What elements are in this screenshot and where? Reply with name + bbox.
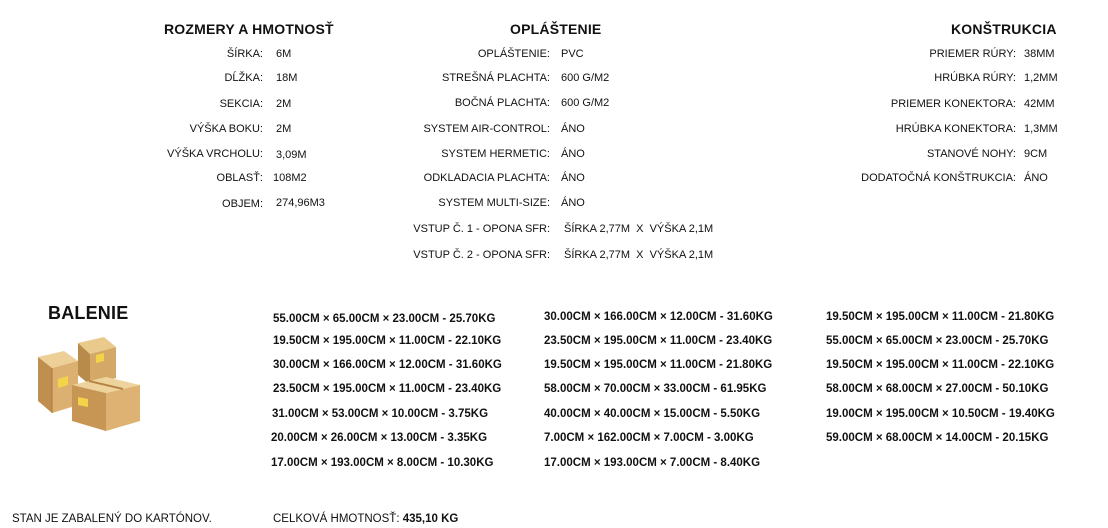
constr-label: DODATOČNÁ KONŠTRUKCIA: bbox=[861, 172, 1016, 184]
total-weight-value: 435,10 KG bbox=[402, 513, 459, 525]
package-item: 23.50CM × 195.00CM × 11.00CM - 23.40KG bbox=[544, 335, 773, 347]
cover-label: BOČNÁ PLACHTA: bbox=[454, 97, 550, 109]
cardboard-boxes-icon bbox=[36, 333, 146, 433]
cover-value: ÁNO bbox=[561, 197, 585, 209]
constr-value: 1,3MM bbox=[1024, 123, 1058, 135]
cover-value: ŠÍRKA 2,77M X VÝŠKA 2,1M bbox=[564, 249, 714, 261]
package-item: 58.00CM × 70.00CM × 33.00CM - 61.95KG bbox=[544, 383, 767, 395]
cover-label: STREŠNÁ PLACHTA: bbox=[442, 72, 550, 84]
cover-title: OPLÁŠTENIE bbox=[510, 21, 602, 37]
dim-label: VÝŠKA BOKU: bbox=[189, 123, 263, 135]
dim-value: 108M2 bbox=[273, 172, 307, 184]
cover-label: ODKLADACIA PLACHTA: bbox=[423, 172, 550, 184]
package-item: 19.50CM × 195.00CM × 11.00CM - 22.10KG bbox=[273, 335, 502, 347]
constr-label: HRÚBKA RÚRY: bbox=[934, 72, 1016, 84]
dim-value: 6M bbox=[276, 48, 292, 60]
constr-value: 1,2MM bbox=[1024, 72, 1058, 84]
total-weight bbox=[273, 513, 458, 525]
cover-value: ÁNO bbox=[561, 148, 585, 160]
package-item: 55.00CM × 65.00CM × 23.00CM - 25.70KG bbox=[273, 313, 496, 325]
package-item: 31.00CM × 53.00CM × 10.00CM - 3.75KG bbox=[272, 408, 489, 420]
constr-value: ÁNO bbox=[1024, 172, 1048, 184]
package-item: 55.00CM × 65.00CM × 23.00CM - 25.70KG bbox=[826, 335, 1049, 347]
dim-label: OBLASŤ: bbox=[216, 172, 263, 184]
cover-label: SYSTEM MULTI-SIZE: bbox=[438, 197, 550, 209]
constr-label: STANOVÉ NOHY: bbox=[926, 148, 1016, 160]
cover-label: OPLÁŠTENIE: bbox=[477, 48, 550, 60]
package-item: 17.00CM × 193.00CM × 8.00CM - 10.30KG bbox=[271, 457, 494, 469]
packaging-title: BALENIE bbox=[48, 303, 129, 323]
package-item: 30.00CM × 166.00CM × 12.00CM - 31.60KG bbox=[273, 359, 502, 371]
cover-label: SYSTEM AIR-CONTROL: bbox=[423, 123, 550, 135]
cover-label: SYSTEM HERMETIC: bbox=[441, 148, 550, 160]
constr-label: PRIEMER RÚRY: bbox=[929, 48, 1016, 60]
cover-label: VSTUP Č. 2 - OPONA SFR: bbox=[413, 249, 550, 261]
constr-label: PRIEMER KONEKTORA: bbox=[890, 98, 1016, 110]
package-item: 58.00CM × 68.00CM × 27.00CM - 50.10KG bbox=[826, 383, 1049, 395]
package-item: 20.00CM × 26.00CM × 13.00CM - 3.35KG bbox=[271, 432, 488, 444]
dim-value: 3,09M bbox=[276, 149, 307, 161]
dim-value: 2M bbox=[276, 123, 292, 135]
construction-title: KONŠTRUKCIA bbox=[951, 21, 1057, 37]
cover-value: 600 G/M2 bbox=[561, 72, 610, 84]
package-item: 59.00CM × 68.00CM × 14.00CM - 20.15KG bbox=[826, 432, 1049, 444]
package-item: 40.00CM × 40.00CM × 15.00CM - 5.50KG bbox=[544, 408, 761, 420]
dim-label: SEKCIA: bbox=[219, 98, 263, 110]
dim-label: OBJEM: bbox=[222, 198, 263, 210]
dimensions-title: ROZMERY A HMOTNOSŤ bbox=[164, 21, 334, 37]
packaging-note: STAN JE ZABALENÝ DO KARTÓNOV. bbox=[12, 513, 212, 525]
dim-label: DĹŽKA: bbox=[224, 72, 263, 84]
boxes-image bbox=[36, 333, 146, 433]
constr-value: 9CM bbox=[1024, 148, 1048, 160]
cover-value: ŠÍRKA 2,77M X VÝŠKA 2,1M bbox=[564, 223, 714, 235]
package-item: 23.50CM × 195.00CM × 11.00CM - 23.40KG bbox=[273, 383, 502, 395]
total-weight-label: CELKOVÁ HMOTNOSŤ: bbox=[273, 513, 400, 525]
dim-value: 274,96M3 bbox=[276, 197, 325, 209]
package-item: 19.50CM × 195.00CM × 11.00CM - 22.10KG bbox=[826, 359, 1055, 371]
package-item: 19.50CM × 195.00CM × 11.00CM - 21.80KG bbox=[826, 311, 1055, 323]
cover-value: ÁNO bbox=[561, 123, 585, 135]
cover-value: ÁNO bbox=[561, 172, 585, 184]
package-item: 7.00CM × 162.00CM × 7.00CM - 3.00KG bbox=[544, 432, 754, 444]
constr-label: HRÚBKA KONEKTORA: bbox=[895, 123, 1016, 135]
dim-value: 2M bbox=[276, 98, 292, 110]
package-item: 19.00CM × 195.00CM × 10.50CM - 19.40KG bbox=[826, 408, 1055, 420]
package-item: 30.00CM × 166.00CM × 12.00CM - 31.60KG bbox=[544, 311, 773, 323]
constr-value: 42MM bbox=[1024, 98, 1055, 110]
constr-value: 38MM bbox=[1024, 48, 1055, 60]
cover-label: VSTUP Č. 1 - OPONA SFR: bbox=[413, 223, 550, 235]
cover-value: PVC bbox=[561, 48, 584, 60]
dim-label: VÝŠKA VRCHOLU: bbox=[167, 148, 263, 160]
cover-value: 600 G/M2 bbox=[561, 97, 610, 109]
package-item: 17.00CM × 193.00CM × 7.00CM - 8.40KG bbox=[544, 457, 761, 469]
dim-value: 18M bbox=[276, 72, 298, 84]
package-item: 19.50CM × 195.00CM × 11.00CM - 21.80KG bbox=[544, 359, 773, 371]
dim-label: ŠÍRKA: bbox=[226, 48, 263, 60]
